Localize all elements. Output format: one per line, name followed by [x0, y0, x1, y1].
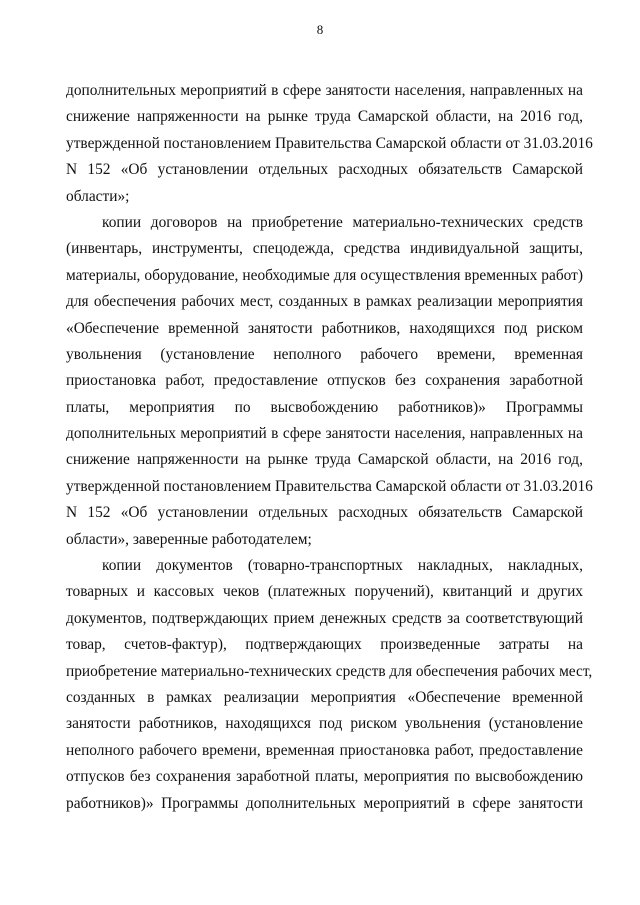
text-line: утвержденной постановлением Правительства Самарской области от 31.03.2016	[66, 134, 593, 152]
text-line: неполного рабочего времени, временная приостановка работ, предоставление	[66, 741, 583, 759]
text-line: снижение напряженности на рынке труда Самарской области, на 2016 год,	[66, 451, 583, 469]
paragraph-continuation	[66, 78, 593, 210]
text-line: утвержденной постановлением Правительства Самарской области от 31.03.2016	[66, 477, 593, 495]
page-number: 8	[316, 22, 324, 37]
text-line: «Обеспечение временной занятости работников, находящихся под риском	[66, 319, 583, 337]
text-line: N 152 «Об установлении отдельных расходных обязательств Самарской	[66, 161, 583, 179]
text-line: области», заверенные работодателем;	[66, 530, 312, 548]
text-line: приобретение материально-технических средств для обеспечения рабочих мест,	[66, 662, 593, 680]
text-line: работников)» Программы дополнительных мероприятий в сфере занятости	[66, 794, 583, 812]
text-line: увольнения (установление неполного рабочего времени, временная	[66, 345, 583, 363]
text-line: для обеспечения рабочих мест, созданных в рамках реализации мероприятия	[66, 293, 583, 311]
paragraph-documents	[66, 553, 593, 817]
text-line: документов, подтверждающих прием денежных средств за соответствующий	[66, 609, 583, 627]
text-line: дополнительных мероприятий в сфере занятости населения, направленных на	[66, 425, 583, 443]
text-line: (инвентарь, инструменты, спецодежда, средства индивидуальной защиты,	[66, 240, 583, 258]
text-line: N 152 «Об установлении отдельных расходных обязательств Самарской	[66, 504, 583, 522]
text-line: материалы, оборудование, необходимые для осуществления временных работ)	[66, 266, 583, 284]
text-line: снижение напряженности на рынке труда Самарской области, на 2016 год,	[66, 108, 583, 126]
paragraph-contracts	[66, 210, 593, 553]
text-line: занятости работников, находящихся под риском увольнения (установление	[66, 715, 583, 733]
text-line: товар, счетов-фактур), подтверждающих произведенные затраты на	[66, 636, 583, 654]
document-body	[66, 78, 593, 817]
text-line: копии документов (товарно-транспортных накладных, накладных,	[102, 557, 583, 575]
text-line: дополнительных мероприятий в сфере занятости населения, направленных на	[66, 82, 583, 99]
text-line: копии договоров на приобретение материально-технических средств	[102, 213, 583, 231]
text-line: отпусков без сохранения заработной платы, мероприятия по высвобождению	[66, 768, 583, 786]
text-line: товарных и кассовых чеков (платежных поручений), квитанций и других	[66, 583, 583, 601]
text-line: приостановка работ, предоставление отпусков без сохранения заработной	[66, 372, 583, 390]
text-line: созданных в рамках реализации мероприятия «Обеспечение временной	[66, 688, 583, 706]
text-line: платы, мероприятия по высвобождению работников)» Программы	[66, 398, 583, 416]
text-line: области»;	[66, 187, 130, 205]
